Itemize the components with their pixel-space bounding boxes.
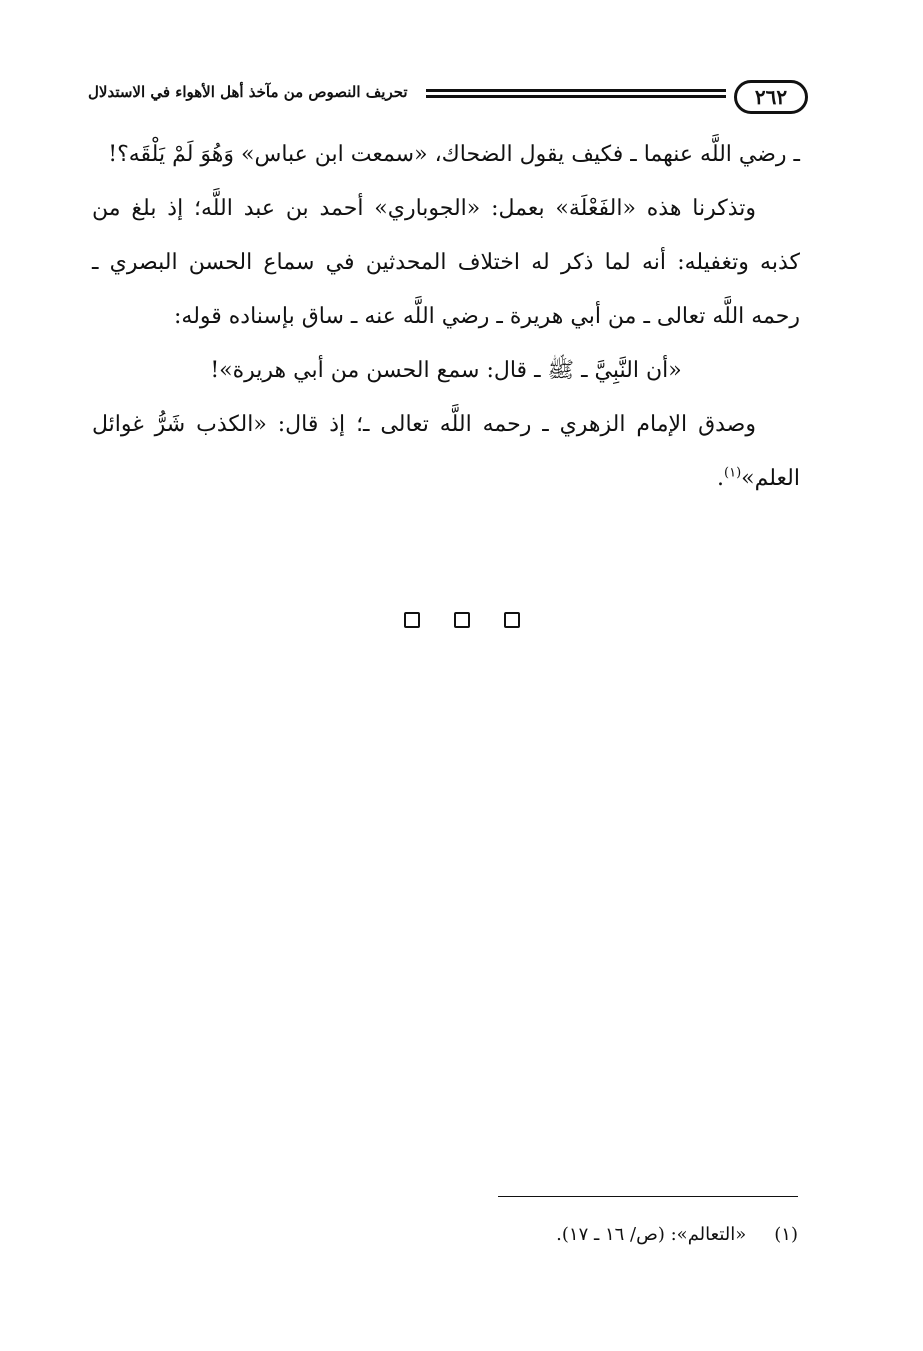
ornament-square-icon	[504, 612, 520, 628]
paragraph-4-text: وصدق الإمام الزهري ـ رحمه اللَّه تعالى ـ؛ إذ قال: «الكذب شَرُّ غوائل العلم»	[92, 412, 800, 491]
running-title: تحريف النصوص من مآخذ أهل الأهواء في الاستدلال	[88, 83, 408, 101]
section-ornament	[0, 612, 923, 628]
footnote-separator	[498, 1196, 798, 1197]
paragraph-2: وتذكرنا هذه «الفَعْلَة» بعمل: «الجوباري» أحمد بن عبد اللَّه؛ إذ بلغ من كذبه وتغفيله: أنه لما ذكر له اختلاف المحدثين في سماع الحسن البصري ـ رحمه اللَّه تعالى ـ من أبي هريرة ـ رضي اللَّه عنه ـ ساق بإسناده قوله:	[92, 196, 800, 329]
paragraph-4	[92, 398, 800, 506]
closing-punctuation: .	[717, 466, 725, 491]
footnote	[400, 1224, 798, 1245]
ornament-square-icon	[404, 612, 420, 628]
page-number: ٢٦٢	[734, 80, 808, 114]
header-rule	[426, 89, 726, 98]
footnote-marker: (١)	[774, 1224, 798, 1245]
paragraph-1: ـ رضي اللَّه عنهما ـ فكيف يقول الضحاك، «سمعت ابن عباس» وَهُوَ لَمْ يَلْقَه؟!	[108, 142, 800, 167]
page-header	[88, 80, 808, 116]
ornament-square-icon	[454, 612, 470, 628]
footnote-reference[interactable]: (١)	[724, 465, 742, 481]
footnote-text: «التعالم»: (ص/ ١٦ ـ ١٧).	[556, 1224, 747, 1245]
quote-paragraph: «أن النَّبِيَّ ـ ﷺ ـ قال: سمع الحسن من أبي هريرة»!	[210, 358, 682, 383]
main-text	[92, 128, 800, 506]
